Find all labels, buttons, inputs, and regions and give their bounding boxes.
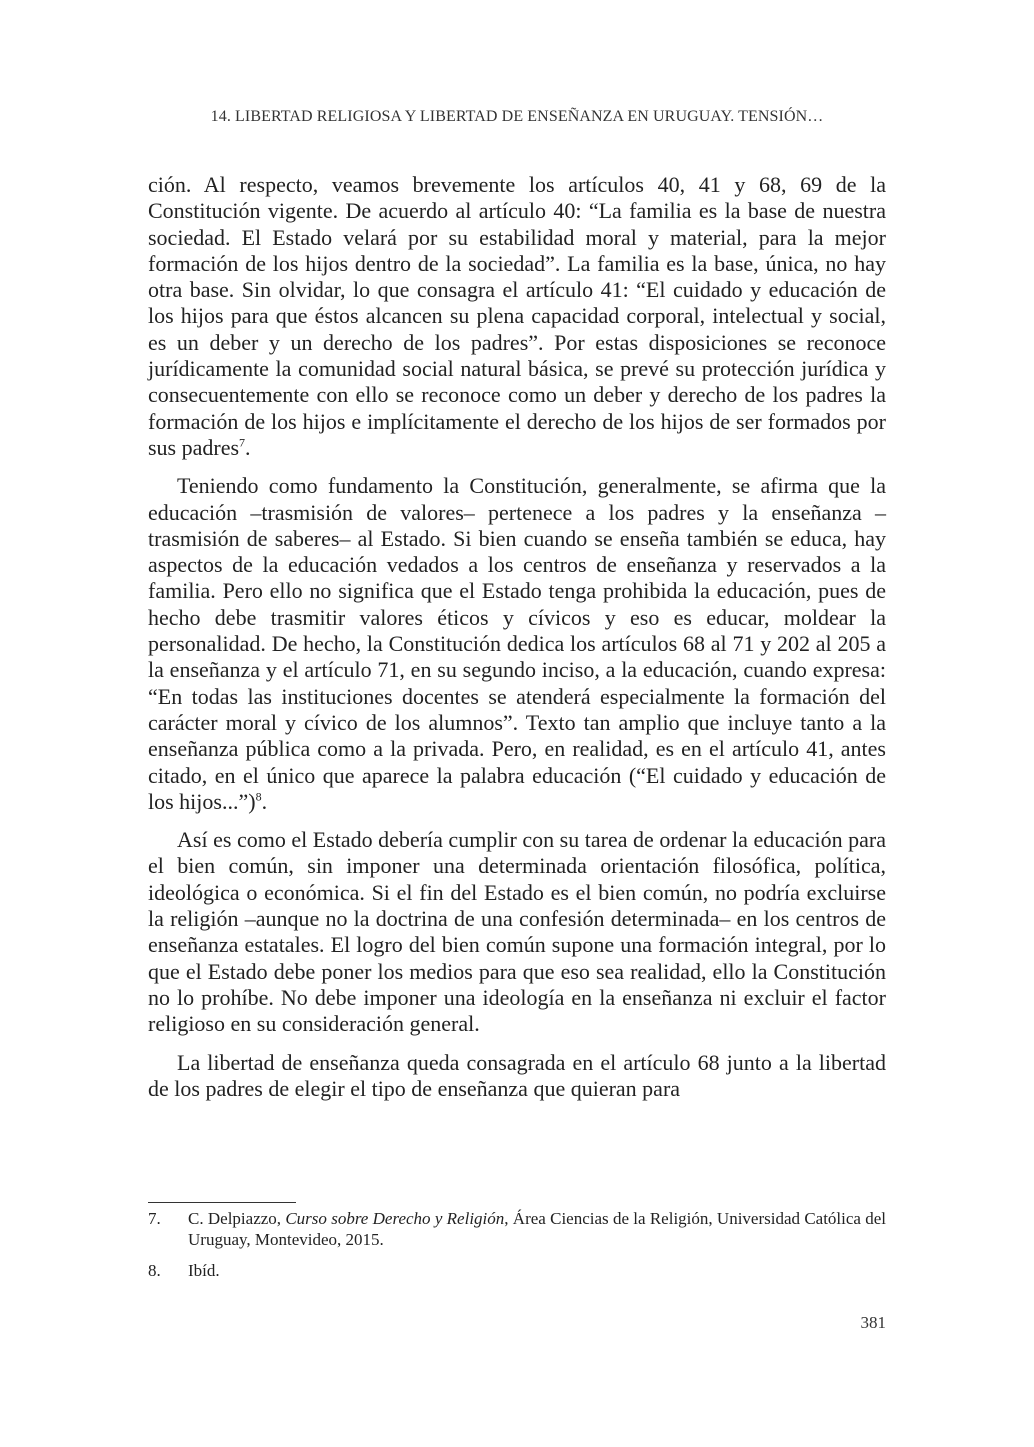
paragraph-3-text: Así es como el Estado debería cumplir con su tarea de ordenar la educación para el bien común, sin imponer una determinada orientación filosófica, política, ideológica o económica. Si el fin del Estado es el bien común, no podría excluirse la religión –aunque no la doctrina de una confesión determinada– en los centros de enseñanza estatales. El logro del bien común supone una formación integral, por lo que el Estado debe poner los medios para que eso sea realidad, ello la Constitución no lo prohíbe. No debe imponer una ideología en la enseñanza ni excluir el factor religioso en su consideración general. (148, 827, 886, 1037)
footnote-text: Ibíd. (188, 1261, 220, 1280)
footnotes (148, 1208, 886, 1291)
footnote-separator (148, 1202, 296, 1203)
footnote-ref-7[interactable]: 7 (239, 435, 246, 450)
paragraph-2 (148, 473, 886, 815)
footnote-number: 7. (148, 1209, 161, 1228)
footnote-text (188, 1208, 886, 1250)
paragraph-1-text: ción. Al respecto, veamos brevemente los artículos 40, 41 y 68, 69 de la Constitución vigente. De acuerdo al artículo 40: “La familia es la base de nuestra sociedad. El Estado velará por su estabilidad moral y material, para la mejor formación de los hijos dentro de la sociedad”. La familia es la base, única, no hay otra base. Sin olvidar, lo que consagra el artículo 41: “El cuidado y educación de los hijos para que éstos alcancen su plena capacidad corporal, intelectual y social, es un deber y un derecho de los padres”. Por estas disposiciones se reconoce jurídicamente la comunidad social natural básica, se prevé su protección jurídica y consecuentemente con ello se reconoce como un deber y derecho de los padres la formación de los hijos e implícitamente el derecho de los hijos de ser formados por sus padres (148, 172, 886, 460)
paragraph-3 (148, 827, 886, 1037)
paragraph-4 (148, 1050, 886, 1103)
paragraph-4-text: La libertad de enseñanza queda consagrada en el artículo 68 junto a la libertad de los padres de elegir el tipo de enseñanza que quieran para (148, 1049, 886, 1101)
footnote-7 (148, 1208, 886, 1250)
footnote-number: 8. (148, 1261, 161, 1280)
paragraph-2-text: Teniendo como fundamento la Constitución, generalmente, se afirma que la educación –trasmisión de valores– pertenece a los padres y la enseñanza –trasmisión de saberes– al Estado. Si bien cuando se enseña también se educa, hay aspectos de la educación vedados a los centros de enseñanza y reservados a la familia. Pero ello no significa que el Estado tenga prohibida la educación, pues de hecho debe trasmitir valores éticos y cívicos y eso es educar, moldear la personalidad. De hecho, la Constitución dedica los artículos 68 al 71 y 202 al 205 a la enseñanza y el artículo 71, en su segundo inciso, a la educación, cuando expresa: “En todas las instituciones docentes se atenderá especialmente la formación del carácter moral y cívico de los alumnos”. Texto tan amplio que incluye tanto a la enseñanza pública como a la privada. Pero, en realidad, es en el artículo 41, antes citado, en el único que aparece la palabra educación (“El cuidado y educación de los hijos...”) (148, 473, 886, 814)
running-header: 14. LIBERTAD RELIGIOSA Y LIBERTAD DE ENSEÑANZA EN URUGUAY. TENSIÓN… (210, 108, 824, 125)
footnote-ref-8[interactable]: 8 (255, 789, 262, 804)
page-number: 381 (860, 1313, 886, 1332)
footnote-details: , Área Ciencias de la Religión, Universidad Católica del Uruguay, Montevideo, 2015. (188, 1209, 887, 1249)
paragraph-2-tail: . (261, 788, 268, 814)
footnote-author: C. Delpiazzo, (188, 1209, 282, 1228)
footnote-book-title: Curso sobre Derecho y Religión (285, 1209, 505, 1228)
body-text (148, 172, 886, 1114)
paragraph-1-tail: . (245, 434, 251, 460)
footnote-8 (148, 1260, 886, 1281)
paragraph-1 (148, 172, 886, 461)
